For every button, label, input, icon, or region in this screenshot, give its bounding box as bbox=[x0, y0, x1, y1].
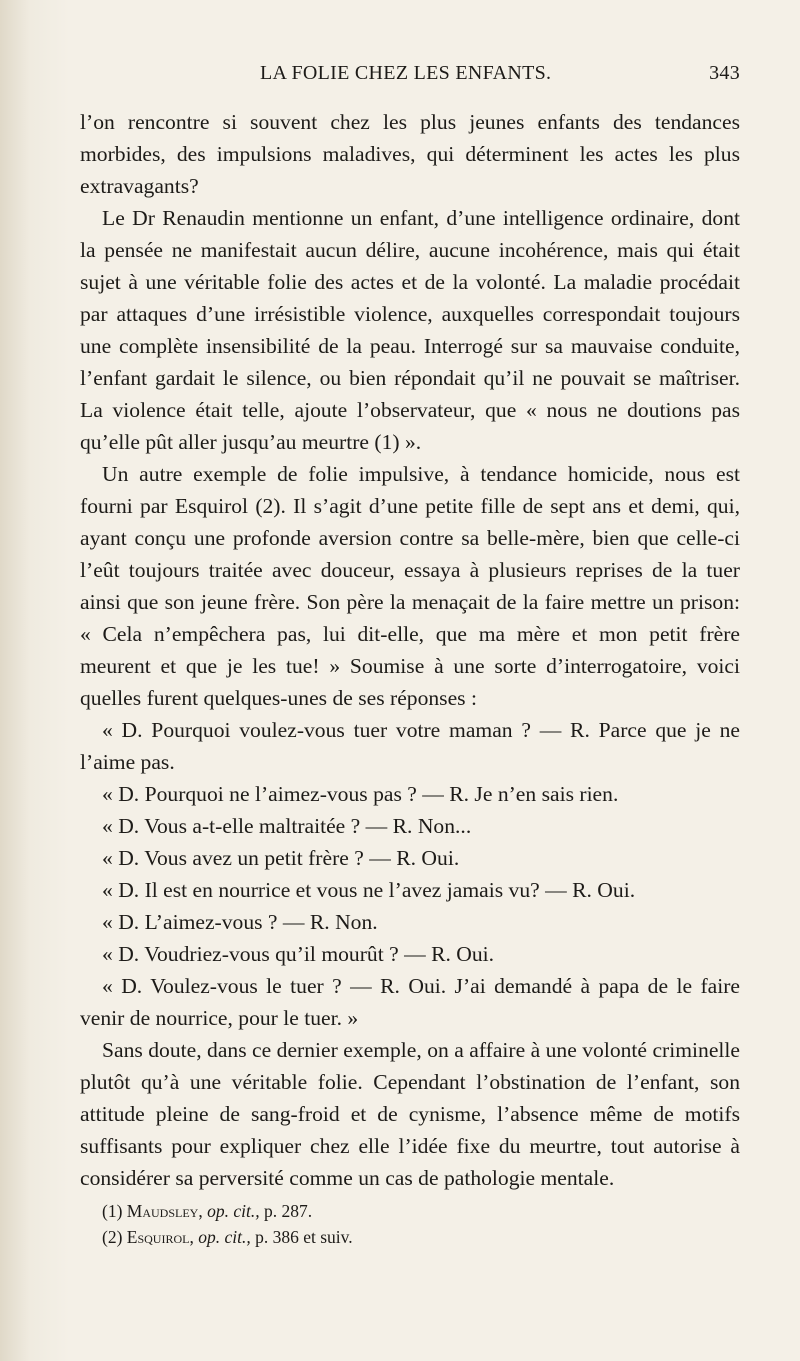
dialog-line: « D. Pourquoi voulez-vous tuer votre maman ? — R. Parce que je ne l’aime pas. bbox=[80, 718, 740, 774]
dialog-line: « D. L’aimez-vous ? — R. Non. bbox=[102, 910, 378, 934]
paragraph: Un autre exemple de folie impulsive, à tendance homicide, nous est fourni par Esquirol (2). Il s’agit d’une petite fille de sept ans et demi, qui, ayant conçu une profonde aversion contre sa belle-mère, bien que celle-ci l’eût toujours traitée avec douceur, essaya à plusieurs reprises de la tuer ainsi que son jeune frère. Son père la menaçait de la faire mettre un prison: « Cela n’empêchera pas, lui dit-elle, que ma mère et mon petit frère meurent et que je les tue! » Soumise à une sorte d’interrogatoire, voici quelles furent quelques-unes de ses réponses : bbox=[80, 462, 740, 710]
footnote-author: Esquirol, bbox=[126, 1227, 194, 1247]
paragraph: Sans doute, dans ce dernier exemple, on a affaire à une volonté criminelle plutôt qu’à une véritable folie. Cependant l’obstination de l’enfant, son attitude pleine de sang-froid et de cynisme, l’absence même de motifs suffisants pour expliquer chez elle l’idée fixe du meurtre, tout autorise à considérer sa perversité comme un cas de pathologie mentale. bbox=[80, 1038, 740, 1190]
footnote-author: Maudsley, bbox=[126, 1201, 203, 1221]
footnote-rest: p. 386 et suiv. bbox=[255, 1227, 353, 1247]
dialog-line: « D. Pourquoi ne l’aimez-vous pas ? — R. Je n’en sais rien. bbox=[102, 782, 619, 806]
running-title: LA FOLIE CHEZ LES ENFANTS. bbox=[260, 62, 552, 84]
paragraph: l’on rencontre si souvent chez les plus jeunes enfants des tendances morbides, des impulsions maladives, qui déterminent les actes les plus extravagants? bbox=[80, 110, 740, 198]
footnote-marker: (1) bbox=[102, 1201, 123, 1221]
dialog-line: « D. Vous a-t-elle maltraitée ? — R. Non... bbox=[102, 814, 472, 838]
footnotes bbox=[80, 1198, 740, 1250]
dialog-line: « D. Vous avez un petit frère ? — R. Oui. bbox=[102, 846, 460, 870]
footnote-marker: (2) bbox=[102, 1227, 123, 1247]
paragraph: Le Dr Renaudin mentionne un enfant, d’une intelligence ordinaire, dont la pensée ne manifestait aucun délire, aucune incohérence, mais qui était sujet à une véritable folie des actes et de la volonté. La maladie procédait par attaques d’une irrésistible violence, auxquelles correspondait toujours une complète insensibilité de la peau. Interrogé sur sa mauvaise conduite, l’enfant gardait le silence, ou bien répondait qu’il ne pouvait se maîtriser. La violence était telle, ajoute l’observateur, que « nous ne doutions pas qu’elle pût aller jusqu’au meurtre (1) ». bbox=[80, 206, 740, 454]
dialog-line: « D. Voulez-vous le tuer ? — R. Oui. J’ai demandé à papa de le faire venir de nourrice, pour le tuer. » bbox=[80, 974, 740, 1030]
running-head bbox=[80, 58, 740, 92]
footnote bbox=[80, 1224, 740, 1250]
footnote bbox=[80, 1198, 740, 1224]
body-text bbox=[80, 106, 740, 1194]
dialog-line: « D. Il est en nourrice et vous ne l’avez jamais vu? — R. Oui. bbox=[102, 878, 636, 902]
dialog-line: « D. Voudriez-vous qu’il mourût ? — R. Oui. bbox=[102, 942, 495, 966]
page-number: 343 bbox=[709, 62, 740, 84]
footnote-ref: op. cit., bbox=[207, 1201, 260, 1221]
footnote-rest: p. 287. bbox=[263, 1201, 313, 1221]
footnote-ref: op. cit., bbox=[198, 1227, 251, 1247]
